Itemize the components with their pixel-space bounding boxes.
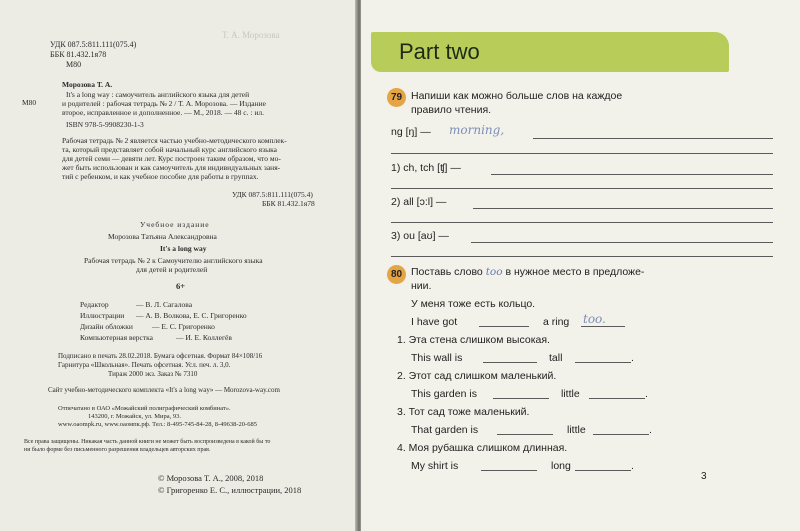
isbn: ISBN 978-5-9908230-1-3 [66,120,144,129]
instruction-text: Поставь слово [411,266,483,278]
book-subtitle: для детей и родителей [136,265,208,274]
right-page [361,0,800,531]
writing-line[interactable] [391,188,773,189]
instruction-keyword: too [485,266,503,278]
answer-blank[interactable] [479,326,529,327]
print-info-line: Подписано в печать 28.02.2018. Бумага офсетная. Формат 84×108/16 [58,352,263,360]
credit-name: — Е. С. Григоренко [152,322,215,331]
item-english-start: This garden is [411,388,477,400]
udk-bottom: УДК 087.5:811.111(075.4) [232,190,313,199]
item-period: . [631,352,634,364]
example-english-start: I have got [411,316,458,328]
example-english-end: a ring [543,316,570,328]
bbk-bottom: ББК 81.432.1я78 [262,199,315,208]
item-russian: 1. Эта стена слишком высокая. [397,334,550,346]
credit-name: — А. В. Волкова, Е. С. Григоренко [136,311,247,320]
instruction-text: в нужное место в предложе- [505,266,645,278]
credit-role: Дизайн обложки [80,322,133,331]
exercise-instruction: правило чтения. [411,104,492,116]
credit-name: — В. Л. Сагалова [136,300,193,309]
credit-role: Иллюстрации [80,311,125,320]
author-code-margin: М80 [22,98,37,107]
writing-line[interactable] [533,138,773,139]
part-banner [371,32,729,72]
item-english-start: This wall is [411,352,463,364]
edition-type: Учебное издание [140,220,210,229]
answer-blank[interactable] [481,470,537,471]
bbk-code: ББК 81.432.1я78 [50,50,107,59]
description-line: It's a long way : самоучитель английского языка для детей [66,90,250,99]
item-russian: 3. Тот сад тоже маленький. [397,406,530,418]
exercise-number-badge: 80 [387,265,406,284]
ghost-header: Т. А. Морозова [222,30,280,40]
author-code: М80 [66,60,82,69]
writing-line[interactable] [391,256,773,257]
exercise-instruction: Напиши как можно больше слов на каждое [411,90,623,102]
writing-line[interactable] [491,174,773,175]
writing-line[interactable] [473,208,773,209]
writing-line[interactable] [391,222,773,223]
credit-role: Компьютерная верстка [80,333,153,342]
item-period: . [649,424,652,436]
item-russian: 4. Моя рубашка слишком длинная. [397,442,568,454]
description-line: и родителей : рабочая тетрадь № 2 / Т. А. Морозова. — Издание [62,99,266,108]
answer-blank[interactable] [575,362,631,363]
print-info-line: Тираж 2000 экз. Заказ № 7310 [108,370,198,378]
rule-label: 2) all [ɔ:l] — [391,196,447,208]
item-english-word: little [567,424,586,436]
rights-line: ни было форме без письменного разрешения владельцев авторских прав. [24,447,211,453]
item-period: . [645,388,648,400]
handwritten-answer: morning, [449,123,505,137]
copyright-line: © Григоренко Е. С., иллюстрации, 2018 [158,485,302,495]
exercise-instruction [411,266,644,278]
item-period: . [631,460,634,472]
page-number: 3 [701,471,707,482]
author-full-name: Морозова Татьяна Александровна [108,232,217,241]
item-english-word: little [561,388,580,400]
author-name: Морозова Т. А. [62,80,113,89]
item-english-word: tall [549,352,563,364]
abstract-line: для детей семи — девяти лет. Курс построен таким образом, что мо- [62,154,281,163]
answer-blank[interactable] [581,326,625,327]
rule-label: ng [ŋ] — [391,126,431,138]
writing-line[interactable] [391,153,773,154]
description-line: второе, исправленное и дополненное. — М., 2018. — 48 с. : ил. [62,108,264,117]
banner-title: Part two [399,39,480,64]
item-english-word: long [551,460,571,472]
answer-blank[interactable] [493,398,549,399]
abstract-line: та, который представляет собой начальный курс английского языка [62,145,277,154]
item-english-start: That garden is [411,424,479,436]
answer-blank[interactable] [483,362,537,363]
handwritten-answer: too. [583,312,606,326]
answer-blank[interactable] [575,470,631,471]
abstract-line: Рабочая тетрадь № 2 является частью учебно-методического комплек- [62,136,287,145]
item-russian: 2. Этот сад слишком маленький. [397,370,557,382]
credit-name: — И. Е. Коллегёв [176,333,232,342]
left-page [0,0,357,531]
printer-line: 143200, г. Можайск, ул. Мира, 93. [88,413,182,420]
rule-label: 3) ou [aʊ] — [391,230,449,242]
exercise-number-badge: 79 [387,88,406,107]
book-subtitle: Рабочая тетрадь № 2 к Самоучителю английского языка [84,256,263,265]
age-rating: 6+ [176,281,186,291]
website-line: Сайт учебно-методического комплекта «It's a long way» — Morozova-way.com [48,386,280,394]
abstract-line: жет быть использован и как самоучитель для индивидуальных заня- [62,163,281,172]
answer-blank[interactable] [497,434,553,435]
example-russian: У меня тоже есть кольцо. [411,298,536,310]
credit-role: Редактор [80,300,109,309]
item-english-start: My shirt is [411,460,459,472]
copyright-line: © Морозова Т. А., 2008, 2018 [158,473,264,483]
printer-line: www.oaompk.ru, www.оаомпк.рф. Тел.: 8-495-745-84-28, 8-49638-20-685 [58,421,257,428]
print-info-line: Гарнитура «Школьная». Печать офсетная. Усл. печ. л. 3,0. [58,361,231,369]
answer-blank[interactable] [589,398,645,399]
abstract-line: тий с ребенком, и как учебное пособие для работы в группах. [62,172,259,181]
rights-line: Все права защищены. Никакая часть данной книги не может быть воспроизведена в какой бы то [24,439,271,445]
answer-blank[interactable] [593,434,649,435]
udk-code: УДК 087.5:811.111(075.4) [50,40,137,49]
writing-line[interactable] [471,242,773,243]
rule-label: 1) ch, tch [ʧ] — [391,162,461,174]
exercise-instruction: нии. [411,280,432,292]
book-title: It's a long way [160,244,207,253]
printer-line: Отпечатано в ОАО «Можайский полиграфический комбинат». [58,405,231,412]
